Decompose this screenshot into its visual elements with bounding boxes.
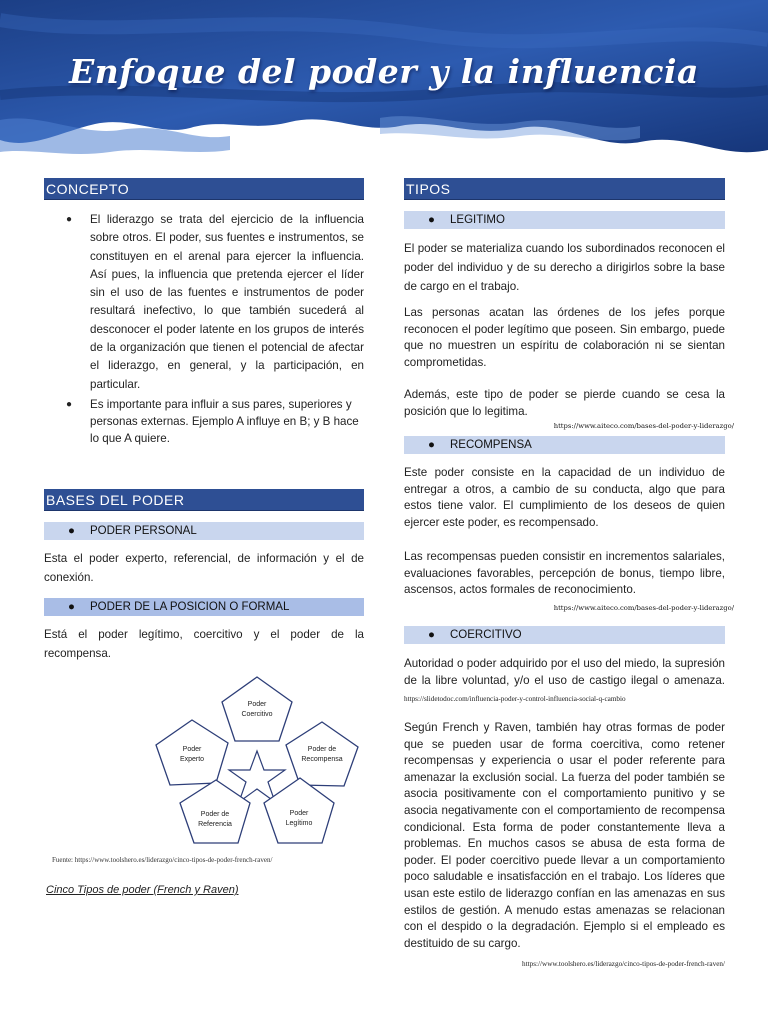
bullet-icon: ● xyxy=(68,525,75,537)
concepto-list xyxy=(44,211,364,447)
sub-coercitivo: ● COERCITIVO xyxy=(404,626,725,644)
sub-legitimo: ● LEGITIMO xyxy=(404,211,725,229)
label-coercitivo-1: Poder xyxy=(247,701,267,708)
pentagon-coercitivo xyxy=(222,677,292,741)
concepto-bullet-1: ● El liderazgo se trata del ejercicio de la influencia sobre otros. El poder, sus fuentes e instrumentos, se constituyen en el arenal para ejercer la influencia. Así pues, la influencia que pretenda ejercer el líder sin el uso de las fuentes e instrumentos de poder resultará inefectivo, lo que también sucederá al desconocer el poder latente en los grupos de interés de la organización que tienen el potencial de afectar el liderazgo, en general, y la participación, en particular. xyxy=(66,213,364,391)
poder-posicion-text: Está el poder legítimo, coercitivo y el poder de la recompensa. xyxy=(44,628,364,660)
label-coercitivo-2: Coercitivo xyxy=(241,711,273,718)
diagram-caption: Cinco Tipos de poder (French y Raven) xyxy=(46,884,239,896)
label-referencia-1: Poder de xyxy=(200,811,230,818)
section-concepto-heading: CONCEPTO xyxy=(44,178,364,200)
bullet-icon: ● xyxy=(68,601,75,613)
left-column xyxy=(44,178,364,896)
legitimo-text-3: Además, este tipo de poder se pierde cuando se cesa la posición que lo legitima. xyxy=(404,388,725,418)
label-experto-2: Experto xyxy=(179,756,205,763)
legitimo-text-1: El poder se materializa cuando los subordinados reconocen el poder del individuo y de su derecho a dirigirlos sobre la base de cargo en el trabajo. xyxy=(404,242,725,293)
pentagon-recompensa xyxy=(286,722,358,786)
bullet-icon: ● xyxy=(428,439,435,451)
bullet-icon: ● xyxy=(428,629,435,641)
coercitivo-source-2: https://www.toolshero.es/liderazgo/cinco-tipos-de-poder-french-raven/ xyxy=(522,960,725,968)
label-legitimo-1: Poder xyxy=(289,810,309,817)
poder-personal-text: Esta el poder experto, referencial, de información y el de conexión. xyxy=(44,552,364,584)
legitimo-source: https://www.aiteco.com/bases-del-poder-y-liderazgo/ xyxy=(553,422,734,430)
section-bases-heading: BASES DEL PODER xyxy=(44,489,364,511)
label-recompensa-1: Poder de xyxy=(307,746,337,753)
diagram-source: Fuente: https://www.toolshero.es/liderazgo/cinco-tipos-de-poder-french-raven/ xyxy=(52,856,273,864)
sub-poder-personal: ● PODER PERSONAL xyxy=(44,522,364,540)
label-recompensa-2: Recompensa xyxy=(301,756,343,763)
legitimo-text-2: Las personas acatan las órdenes de los jefes porque reconocen el poder legítimo que poseen. Sin embargo, puede que no muestren un espíritu de colaboración ni se sientan comprometidas. xyxy=(404,306,725,369)
bullet-icon: ● xyxy=(66,214,73,225)
recompensa-text-2: Las recompensas pueden consistir en incrementos salariales, evaluaciones favorables, percepción de bonus, tiempo libre, ascensos, actos formales de reconocimiento. xyxy=(404,550,725,596)
concepto-bullet-2: ● Es importante para influir a sus pares, superiores y personas externas. Ejemplo A influye en B; y B hace lo que A quiere. xyxy=(66,397,359,445)
recompensa-text-1: Este poder consiste en la capacidad de un individuo de entregar a otros, a cambio de su conducta, algo que para estos tiene valor. El cumplimiento de los deseos de quien ejercer este poder, es recompensado. xyxy=(404,466,725,529)
label-legitimo-2: Legítimo xyxy=(285,820,313,827)
right-column xyxy=(404,178,734,968)
coercitivo-text-2: Según French y Raven, también hay otras formas de poder que se pueden usar de forma coercitiva, como retener recompensas y experiencia o usar el poder referente para amenazar la exclusión social. La fuerza del poder también se asocia positivamente con el comportamiento punitivo y se asocia negativamente con el comportamiento de recompensa condicional. Esta forma de poder constantemente lleva a problemas. En muchos casos se abusa de esta forma de poder. El poder coercitivo puede llevar a un comportamiento poco saludable e insatisfacción en el trabajo. Los líderes que usan este estilo de liderazgo confían en las amenazas en sus estilos de gestión. A menudo estas amenazas se relacionan con el despido o la degradación. Ejemplo si el empleado es destituido de su cargo. xyxy=(404,721,725,950)
recompensa-source: https://www.aiteco.com/bases-del-poder-y-liderazgo/ xyxy=(553,604,734,612)
five-powers-svg xyxy=(152,675,362,855)
section-tipos-heading: TIPOS xyxy=(404,178,725,200)
bullet-icon: ● xyxy=(66,398,73,410)
header-banner xyxy=(0,0,768,165)
sub-recompensa: ● RECOMPENSA xyxy=(404,436,725,454)
coercitivo-text-1: Autoridad o poder adquirido por el uso del miedo, la supresión de la libre voluntad, y/o el uso de castigo ilegal o amenaza. https://slidetodoc.com/influencia-poder-y-control-influencia-social-q-cambio xyxy=(404,657,725,703)
five-powers-diagram xyxy=(152,675,362,855)
sub-poder-posicion: ● PODER DE LA POSICION O FORMAL xyxy=(44,598,364,616)
page-title: Enfoque del poder y la influencia xyxy=(69,52,699,91)
bullet-icon: ● xyxy=(428,214,435,226)
label-referencia-2: Referencia xyxy=(198,821,232,828)
label-experto-1: Poder xyxy=(182,746,202,753)
coercitivo-source-1: https://slidetodoc.com/influencia-poder-y-control-influencia-social-q-cambio xyxy=(404,695,626,703)
